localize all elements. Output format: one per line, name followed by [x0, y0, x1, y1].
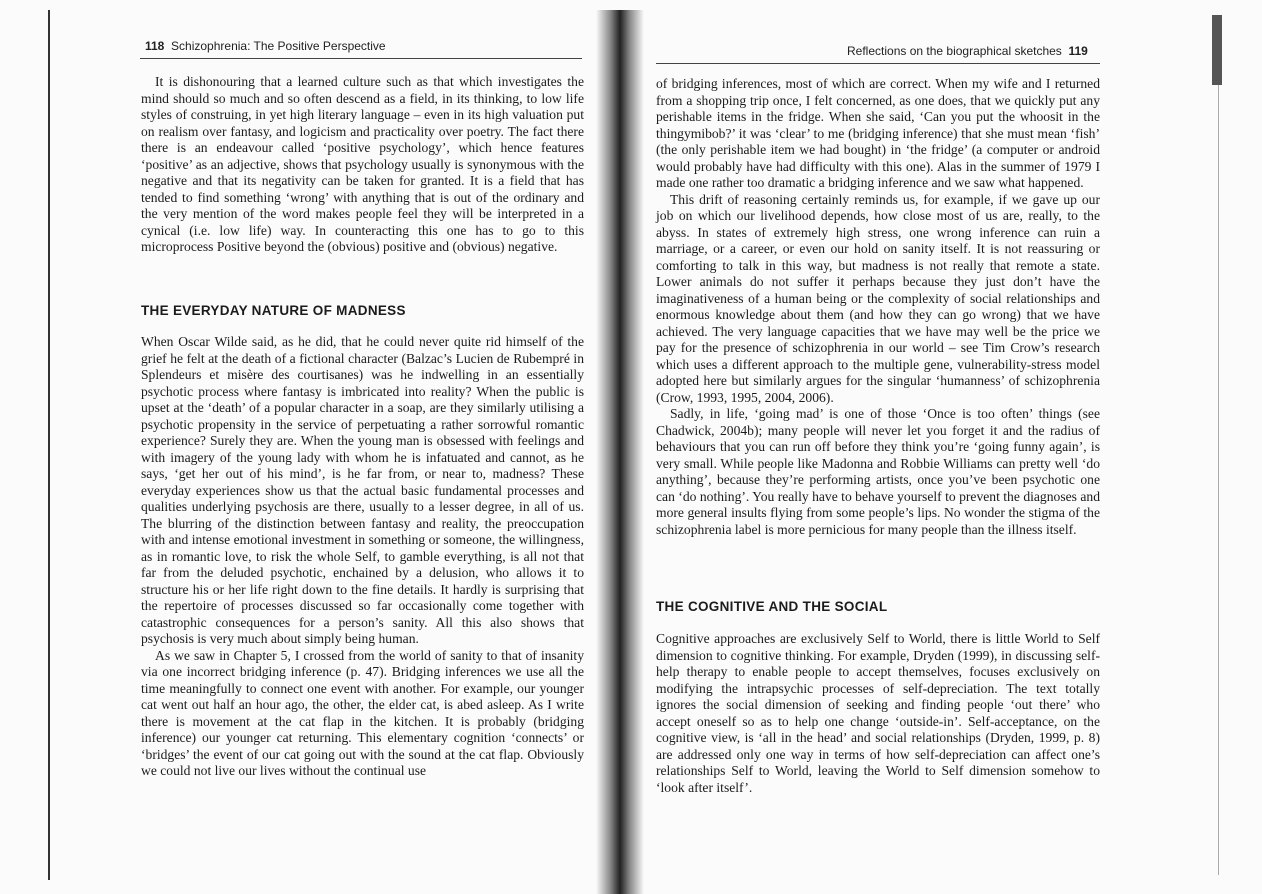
paragraph: of bridging inferences, most of which are correct. When my wife and I returned from a shopping trip once, I felt concerned, as one does, that we quickly put any perishable items in the fridge. When she said, ‘Can you put the whoosit in the thingymibob?’ it was ‘clear’ to me (bridging inference) that she must mean ‘fish’ (the only perishable item we had bought) in ‘the fridge’ (a computer or android would probably have had difficulty with this one). Alas in the summer of 1979 I made one rather too dramatic a bridging inference and we saw what happened. — [656, 76, 1100, 190]
paragraph: As we saw in Chapter 5, I crossed from the world of sanity to that of insanity via one incorrect bridging inference (p. 47). Bridging inferences we use all the time meaningfully to connect one event with another. For example, our younger cat went out half an hour ago, the other, the elder cat, is abed asleep. As I write there is movement at the cat flap in the kitchen. It is probably (bridging inference) our younger cat returning. This elementary cognition ‘connects’ or ‘bridges’ the event of our cat going out with the sound at the cat flap. Obviously we could not live our lives without the continual use — [141, 647, 584, 778]
paragraph: This drift of reasoning certainly reminds us, for example, if we gave up our job on which our livelihood depends, how close most of us are, really, to the abyss. In states of extremely high stress, one wrong inference can ruin a marriage, or a career, or even our hold on sanity itself. It is not reassuring or comforting to talk in this way, but madness is not really that remote a state. Lower animals do not suffer it perhaps because they just don’t have the imaginativeness of a human being or the complexity of social relationships and enormous knowledge about them (and how they can go wrong) that we have achieved. The very language capacities that we have may well be the price we pay for the presence of schizophrenia in our world – see Tim Crow’s research which uses a different approach to the multiple gene, vulnerability-stress model adopted here but similarly argues for the singular ‘humanness’ of schizophrenia (Crow, 1993, 1995, 2004, 2006). — [656, 191, 1100, 405]
page-number: 119 — [1068, 44, 1088, 58]
page-number: 118 — [145, 39, 165, 53]
running-head-left — [145, 39, 386, 53]
paragraph: Sadly, in life, ‘going mad’ is one of those ‘Once is too often’ things (see Chadwick, 2004b); many people will never let you forget it and the radius of behaviours that you can run off before they think you’re ‘going funny again’, is very small. While people like Madonna and Robbie Williams can pretty well ‘do anything’, because they’re performing artists, once you’ve been psychotic one can ‘do nothing’. You really have to behave yourself to prevent the diagnoses and more general insults flying from some people’s lips. No wonder the stigma of the schizophrenia label is more pernicious for many people than the illness itself. — [656, 406, 1100, 537]
running-head-title: Schizophrenia: The Positive Perspective — [171, 39, 386, 53]
intro-text — [141, 74, 584, 256]
running-head-title: Reflections on the biographical sketches — [847, 44, 1062, 58]
right-page — [640, 0, 1262, 894]
section-text — [656, 631, 1100, 796]
paragraph: When Oscar Wilde said, as he did, that he could never quite rid himself of the grief he felt at the death of a fictional character (Balzac’s Lucien de Rubempré in Splendeurs et misère des courtisanes) was he indwelling in an essentially psychotic process where fantasy is imbricated into reality? When the public is upset at the ‘death’ of a popular character in a soap, are they similarly utilising a psychotic propensity in the service of perpetuating a rather sorrowful romantic experience? Surely they are. When the young man is obsessed with feelings and with imagery of the young lady with whom he is infatuated and cannot, as he says, ‘get her out of his mind’, is he far from, or near to, madness? These everyday experiences show us that the actual basic fundamental processes and qualities underlying psychosis are there, usually to a lesser degree, in all of us. The blurring of the distinction between fantasy and reality, the preoccupation with and intense emotional investment in something or someone, the willingness, as in romantic love, to risk the whole Self, to gamble everything, is all not that far from the deluded psychotic, enchained by a delusion, who allows it to structure his or her life right down to the fine details. It hardly is surprising that the repertoire of processes discussed so far occasionally come together with catastrophic consequences for a person’s sanity. All this also shows that psychosis is very much about simply being human. — [141, 334, 584, 646]
paragraph: It is dishonouring that a learned culture such as that which investigates the mind should so much and so often descend as a field, in its thinking, to low life styles of construing, in yet high literary language – even in its high valuation put on realism over fantasy, and logicism and practicality over poetry. The fact there there is an endeavour called ‘positive psychology’, which hence features ‘positive’ as an adjective, shows that psychology usually is synonymous with the negative and that its negativity can be taken for granted. It is a field that has tended to find something ‘wrong’ with anything that is out of the ordinary and the very mention of the word makes people feel they will be interpreted in a cynical (i.e. low life) way. In counteracting this one has to go to this microprocess Positive beyond the (obvious) positive and (obvious) negative. — [141, 74, 584, 254]
header-rule — [656, 63, 1100, 64]
paragraph: Cognitive approaches are exclusively Self to World, there is little World to Self dimension to cognitive thinking. For example, Dryden (1999), in discussing self-help therapy to enable people to accept themselves, focuses exclusively on modifying the intrapsychic processes of self-depreciation. The text totally ignores the social dimension of seeking and finding people ‘out there’ who accept oneself so as to help one change ‘outside-in’. Self-acceptance, on the cognitive view, is ‘all in the head’ and social relationships (Dryden, 1999, p. 8) are addressed only one way in terms of how self-depreciation can affect one’s relationships Self to World, leaving the World to Self dimension somehow to ‘look after itself’. — [656, 631, 1100, 795]
section-text — [141, 334, 584, 780]
top-text — [656, 76, 1100, 538]
section-heading: THE EVERYDAY NATURE OF MADNESS — [141, 303, 406, 318]
running-head-right — [847, 44, 1088, 58]
section-heading: THE COGNITIVE AND THE SOCIAL — [656, 599, 888, 614]
left-page — [0, 0, 612, 894]
header-rule — [140, 58, 582, 59]
